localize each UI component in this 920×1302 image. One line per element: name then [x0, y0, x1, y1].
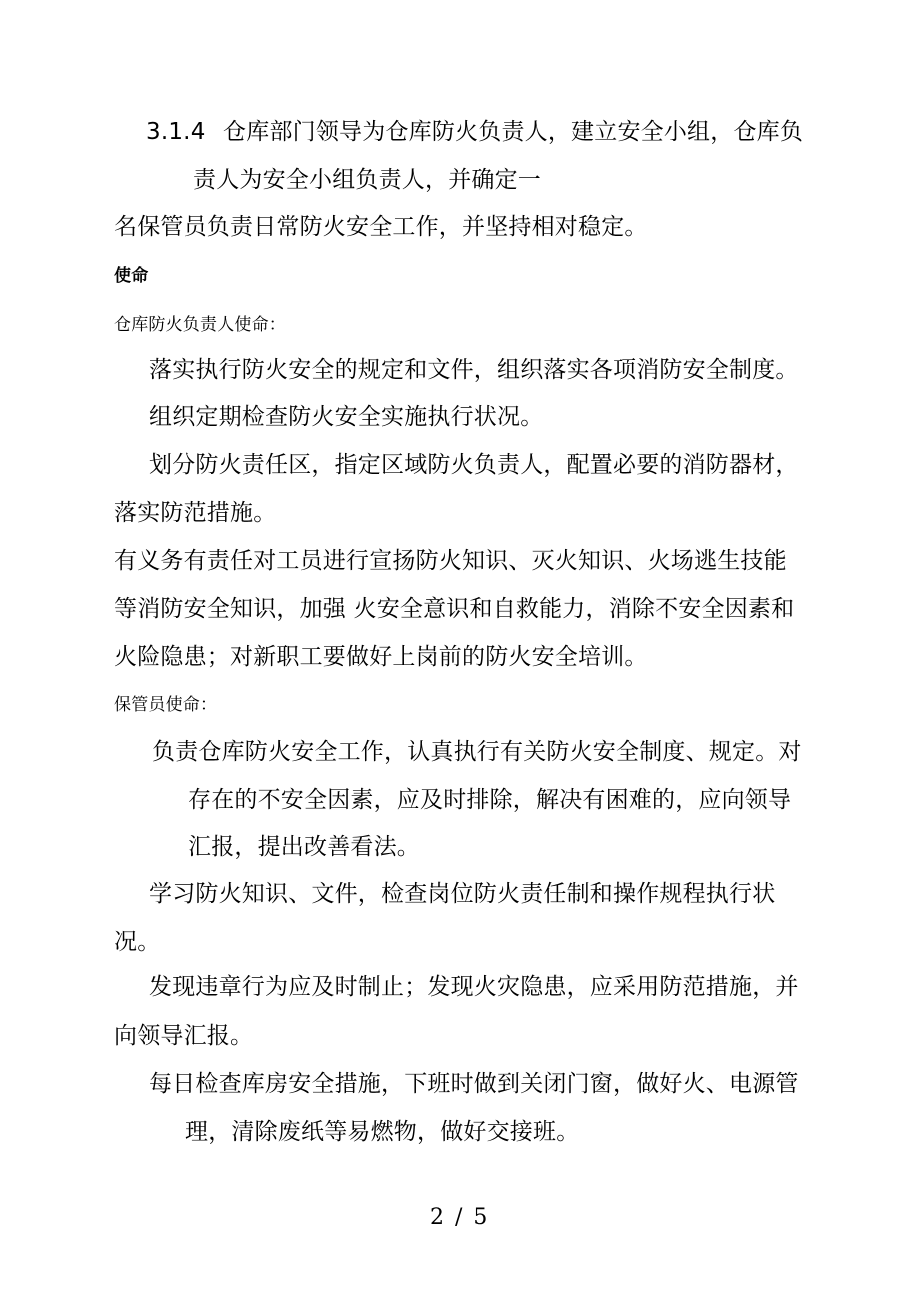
mission-heading: 使命 — [114, 266, 149, 286]
keeper-line-8: 每日检查库房安全措施，下班时做到关闭门窗，做好火、电源管 — [149, 1071, 799, 1097]
fire-officer-heading: 仓库防火负责人使命： — [114, 315, 286, 335]
keeper-line-6: 发现违章行为应及时制止；发现火灾隐患，应采用防范措施，并 — [149, 974, 799, 1000]
keeper-line-2: 存在的不安全因素，应及时排除，解决有困难的，应向领导 — [188, 787, 792, 813]
keeper-line-7: 向领导汇报。 — [114, 1023, 254, 1049]
keeper-line-4: 学习防火知识、文件，检查岗位防火责任制和操作规程执行状 — [149, 881, 776, 907]
keeper-line-5: 况。 — [114, 929, 161, 955]
section-line-3: 名保管员负责日常防火安全工作，并坚持相对稳定。 — [114, 214, 648, 240]
page-number: 2 / 5 — [430, 1205, 490, 1230]
section-line-2: 责人为安全小组负责人，并确定一 — [193, 167, 541, 193]
fire-officer-line-5: 有义务有责任对工员进行宣扬防火知识、灭火知识、火场逃生技能 — [114, 548, 787, 574]
keeper-heading: 保管员使命： — [114, 695, 218, 715]
section-line-1 — [146, 117, 803, 147]
fire-officer-line-1: 落实执行防火安全的规定和文件，组织落实各项消防安全制度。 — [149, 357, 799, 383]
fire-officer-line-4: 落实防范措施。 — [114, 500, 277, 526]
keeper-line-9: 理，清除废纸等易燃物，做好交接班。 — [185, 1119, 580, 1145]
section-number: 3.1.4 — [146, 119, 206, 145]
fire-officer-line-6: 等消防安全知识，加强 火安全意识和自救能力，消除不安全因素和 — [114, 596, 795, 622]
fire-officer-line-3: 划分防火责任区，指定区域防火负责人，配置必要的消防器材， — [149, 452, 799, 478]
fire-officer-line-2: 组织定期检查防火安全实施执行状况。 — [149, 404, 544, 430]
section-text-1: 仓库部门领导为仓库防火负责人，建立安全小组，仓库负 — [223, 119, 804, 145]
fire-officer-line-7: 火险隐患；对新职工要做好上岗前的防火安全培训。 — [114, 644, 648, 670]
keeper-line-1: 负责仓库防火安全工作，认真执行有关防火安全制度、规定。对 — [152, 739, 802, 765]
keeper-line-3: 汇报，提出改善看法。 — [188, 834, 420, 860]
